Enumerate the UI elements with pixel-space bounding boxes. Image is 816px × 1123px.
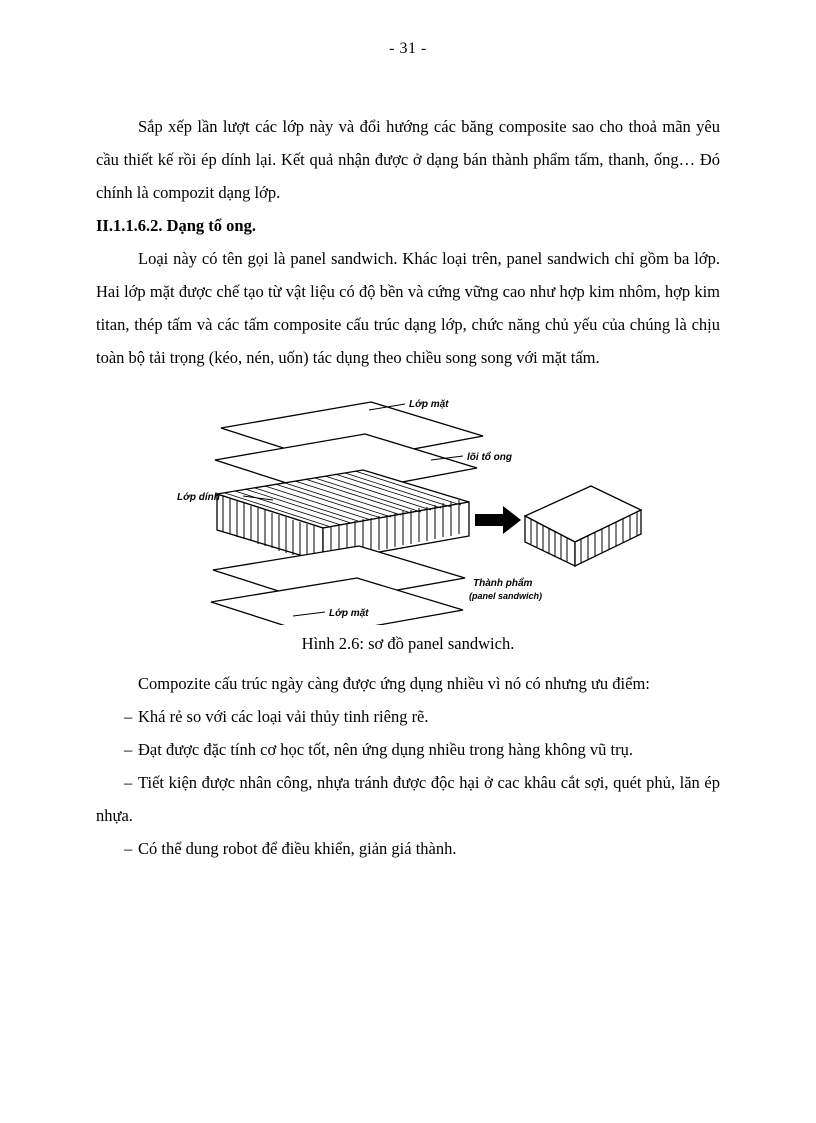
figure-label-adhesive: Lớp dính <box>177 492 220 503</box>
paragraph-1: Sắp xếp lần lượt các lớp này và đổi hướng các băng composite sao cho thoả mãn yêu cầu thiết kế rồi ép dính lại. Kết quả nhận được ở dạng bán thành phẩm tấm, thanh, ống… Đó chính là compozit dạng lớp. <box>96 117 720 202</box>
figure-label-core: lõi tổ ong <box>467 452 512 463</box>
figure-caption: Hình 2.6: sơ đồ panel sandwich. <box>301 634 515 653</box>
section-heading: II.1.1.6.2. Dạng tổ ong. <box>96 216 256 235</box>
arrow-icon <box>475 506 521 534</box>
list-item <box>96 733 720 766</box>
list-item-text: Khá rẻ so với các loại vải thủy tinh riêng rẽ. <box>138 707 429 727</box>
panel-sandwich-diagram <box>173 390 643 625</box>
page-content <box>96 40 720 865</box>
list-item <box>96 766 720 832</box>
paragraph-3: Compozite cấu trúc ngày càng được ứng dụng nhiều vì nó có nhưng ưu điểm: <box>138 674 650 694</box>
bullet-marker: – <box>124 773 133 793</box>
list-item <box>96 832 720 865</box>
figure-label-product-line2: (panel sandwich) <box>469 591 543 601</box>
figure-label-top-face: Lớp mặt <box>409 399 449 410</box>
bullet-marker: – <box>124 707 133 727</box>
paragraph-2: Loại này có tên gọi là panel sandwich. Khác loại trên, panel sandwich chỉ gồm ba lớp. Hai lớp mặt được chế tạo từ vật liệu có độ bền và cứng vững cao như hợp kim nhôm, hợp kim titan, thép tấm và các tấm composite cấu trúc dạng lớp, chức năng chủ yếu của chúng là chịu toàn bộ tải trọng (kéo, nén, uốn) tác dụng theo chiều song song với mặt tấm. <box>96 249 720 367</box>
list-item-text: Tiết kiện được nhân công, nhựa tránh được độc hại ở cac khâu cắt sợi, quét phủ, lăn ép nhựa. <box>96 773 720 826</box>
figure-panel-sandwich <box>96 390 720 657</box>
list-item-text: Có thể dung robot để điều khiển, giản giá thành. <box>138 839 457 859</box>
advantages-list <box>96 700 720 865</box>
figure-label-product-line1: Thành phẩm <box>473 578 533 589</box>
page-number: - 31 - <box>389 40 427 57</box>
bullet-marker: – <box>124 740 133 760</box>
bullet-marker: – <box>124 839 133 859</box>
list-item-text: Đạt được đặc tính cơ học tốt, nên ứng dụng nhiều trong hàng không vũ trụ. <box>138 740 633 760</box>
list-item <box>96 700 720 733</box>
figure-label-bottom-face: Lớp mặt <box>329 608 369 619</box>
